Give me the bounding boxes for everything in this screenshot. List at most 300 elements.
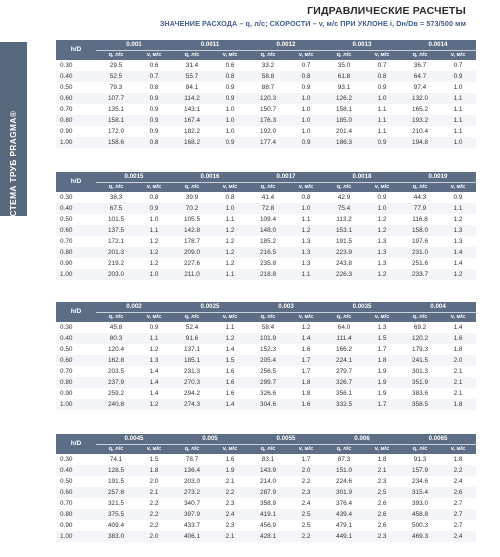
velocity-v-cell: 1.1 [136,333,172,344]
hd-value-cell: 0.70 [60,238,73,245]
velocity-v-cell: 2.0 [288,465,324,476]
table-row [56,366,476,377]
velocity-v-cell: 1.0 [288,203,324,214]
hydraulic-table-block [56,172,476,280]
velocity-v-cell: 1.0 [212,203,248,214]
velocity-v-cell: 0.7 [136,71,172,82]
flow-q-cell: 38.3 [109,194,123,201]
slope-header: 0.0012 [248,40,324,51]
hydraulic-table-block [56,434,476,542]
flow-q-cell: 80.3 [96,333,136,344]
hd-value-cell: 0.30 [60,194,73,201]
flow-q-cell: 358.5 [400,399,440,410]
hd-value-cell: 0.30 [60,456,73,463]
velocity-v-cell: 2.2 [440,465,476,476]
flow-q-cell: 97.4 [413,84,427,91]
flow-q-cell: 172.0 [108,128,124,135]
slope-header: 0.0014 [400,40,476,51]
flow-q-cell: 326.6 [260,390,277,397]
flow-q-cell: 132.0 [400,93,440,104]
flow-q-cell: 177.4 [248,137,288,148]
hd-value-cell: 0.40 [56,71,96,82]
column-header-q: q, л/с [172,445,212,455]
flow-velocity-table [56,434,476,542]
flow-q-cell: 91.3 [413,456,427,463]
flow-q-cell: 185.2 [260,238,276,245]
table-row [56,93,476,104]
velocity-v-cell: 2.0 [440,355,476,366]
velocity-v-cell: 1.4 [136,377,172,388]
column-header-v: v, м/с [364,313,400,323]
velocity-v-cell: 1.5 [364,333,400,344]
flow-q-cell: 433.7 [184,522,200,529]
hd-value-cell: 0.60 [56,355,96,366]
velocity-v-cell: 0.9 [136,115,172,126]
column-header-v: v, м/с [440,445,476,455]
slope-header: 0.0045 [96,434,172,445]
slope-header: 0.0013 [324,40,400,51]
flow-q-cell: 36.7 [413,62,427,69]
velocity-v-cell: 1.2 [377,216,387,223]
flow-q-cell: 55.7 [172,71,212,82]
velocity-v-cell: 0.8 [136,137,172,148]
flow-q-cell: 456.9 [260,522,277,529]
flow-q-cell: 439.4 [324,509,364,520]
flow-q-cell: 120.3 [248,93,288,104]
flow-q-cell: 101.5 [108,216,124,223]
flow-q-cell: 77.9 [400,203,440,214]
flow-q-cell: 356.1 [336,390,353,397]
flow-q-cell: 178.7 [184,238,200,245]
table-row [56,333,476,344]
flow-q-cell: 158.1 [96,115,136,126]
flow-q-cell: 153.1 [324,225,364,236]
slope-header: 0.0025 [172,302,248,313]
column-header-q: q, л/с [324,51,364,61]
flow-q-cell: 235.8 [260,260,276,267]
velocity-v-cell: 1.9 [364,377,400,388]
flow-velocity-table [56,302,476,410]
velocity-v-cell: 0.9 [364,137,400,148]
flow-q-cell: 185.1 [172,355,212,366]
velocity-v-cell: 1.0 [136,269,172,280]
velocity-v-cell: 2.2 [149,522,159,529]
flow-q-cell: 69.2 [413,324,427,331]
table-row [56,377,476,388]
column-header-q: q, л/с [248,445,288,455]
flow-q-cell: 234.6 [412,478,429,485]
velocity-v-cell: 0.8 [288,71,324,82]
column-header-hd: h/D [56,40,96,60]
flow-q-cell: 358.9 [260,500,277,507]
velocity-v-cell: 0.9 [212,93,248,104]
velocity-v-cell: 1.9 [377,368,387,375]
flow-q-cell: 142.8 [172,225,212,236]
flow-q-cell: 105.5 [184,216,200,223]
flow-q-cell: 143.9 [248,465,288,476]
flow-q-cell: 192.0 [260,128,277,135]
velocity-v-cell: 1.9 [212,465,248,476]
column-header-v: v, м/с [136,445,172,455]
flow-q-cell: 179.3 [412,346,429,353]
velocity-v-cell: 1.0 [364,203,400,214]
velocity-v-cell: 1.2 [212,225,248,236]
column-header-q: q, л/с [248,51,288,61]
table-row [56,258,476,269]
column-header-q: q, л/с [400,313,440,323]
velocity-v-cell: 0.9 [212,137,248,148]
flow-q-cell: 58.4 [261,324,275,331]
table-row [56,487,476,498]
table-row [56,60,476,71]
flow-q-cell: 137.1 [184,346,201,353]
column-header-v: v, м/с [288,51,324,61]
velocity-v-cell: 2.7 [453,522,463,529]
velocity-v-cell: 1.3 [440,225,476,236]
hd-value-cell: 0.50 [60,478,73,485]
velocity-v-cell: 1.3 [453,238,463,245]
velocity-v-cell: 1.6 [288,399,324,410]
hd-value-cell: 0.30 [60,324,73,331]
flow-q-cell: 136.4 [172,465,212,476]
velocity-v-cell: 1.0 [288,115,324,126]
hd-value-cell: 0.80 [56,247,96,258]
velocity-v-cell: 1.6 [225,368,235,375]
page-subtitle: ЗНАЧЕНИЕ РАСХОДА – q, л/с; СКОРОСТИ – v, м/с ПРИ УКЛОНЕ i, Dн/Dв = 573/500 мм [159,19,466,28]
velocity-v-cell: 0.9 [301,84,311,91]
table-row [56,520,476,531]
velocity-v-cell: 2.2 [301,478,311,485]
flow-q-cell: 45.8 [109,324,123,331]
velocity-v-cell: 1.1 [377,128,387,135]
velocity-v-cell: 1.2 [301,324,311,331]
flow-q-cell: 201.4 [336,128,353,135]
flow-q-cell: 111.4 [324,333,364,344]
velocity-v-cell: 2.6 [377,522,387,529]
velocity-v-cell: 1.1 [301,216,311,223]
flow-velocity-table [56,172,476,280]
flow-q-cell: 279.7 [336,368,353,375]
velocity-v-cell: 1.0 [288,93,324,104]
velocity-v-cell: 1.2 [288,225,324,236]
velocity-v-cell: 2.1 [225,478,235,485]
flow-q-cell: 150.7 [260,106,277,113]
velocity-v-cell: 2.1 [440,377,476,388]
flow-q-cell: 409.4 [108,522,124,529]
velocity-v-cell: 1.3 [288,247,324,258]
table-row [56,225,476,236]
slope-header: 0.005 [172,434,248,445]
table-row [56,115,476,126]
column-header-q: q, л/с [324,183,364,193]
slope-header: 0.0019 [400,172,476,183]
table-row [56,399,476,410]
column-header-v: v, м/с [136,313,172,323]
velocity-v-cell: 1.6 [440,333,476,344]
slope-header: 0.0065 [400,434,476,445]
hd-value-cell: 0.50 [60,346,73,353]
velocity-v-cell: 1.2 [453,216,463,223]
velocity-v-cell: 2.2 [149,500,159,507]
flow-q-cell: 75.4 [324,203,364,214]
flow-q-cell: 143.1 [184,106,201,113]
flow-q-cell: 186.3 [324,137,364,148]
flow-q-cell: 39.9 [185,194,199,201]
flow-q-cell: 406.1 [172,531,212,542]
hd-value-cell: 1.00 [56,531,96,542]
flow-q-cell: 214.0 [260,478,277,485]
hd-value-cell: 0.50 [60,84,73,91]
slope-header: 0.0055 [248,434,324,445]
flow-q-cell: 233.7 [400,269,440,280]
velocity-v-cell: 0.9 [377,194,387,201]
hd-value-cell: 0.90 [60,128,73,135]
velocity-v-cell: 1.4 [453,260,463,267]
flow-q-cell: 116.8 [412,216,428,223]
flow-q-cell: 257.8 [96,487,136,498]
flow-velocity-table [56,40,476,148]
flow-q-cell: 351.9 [400,377,440,388]
velocity-v-cell: 1.7 [301,456,311,463]
flow-q-cell: 58.8 [248,71,288,82]
flow-q-cell: 270.3 [172,377,212,388]
column-header-q: q, л/с [324,445,364,455]
flow-q-cell: 166.2 [336,346,353,353]
flow-q-cell: 42.9 [337,194,351,201]
velocity-v-cell: 1.4 [149,390,159,397]
hd-value-cell: 0.40 [56,333,96,344]
velocity-v-cell: 2.5 [288,509,324,520]
flow-q-cell: 243.8 [336,260,352,267]
column-header-hd: h/D [56,172,96,192]
flow-q-cell: 79.3 [109,84,123,91]
flow-q-cell: 194.8 [400,137,440,148]
velocity-v-cell: 2.6 [364,509,400,520]
flow-q-cell: 469.3 [400,531,440,542]
flow-q-cell: 224.6 [336,478,353,485]
velocity-v-cell: 2.2 [136,509,172,520]
velocity-v-cell: 0.6 [225,62,235,69]
flow-q-cell: 87.3 [337,456,351,463]
velocity-v-cell: 1.1 [440,93,476,104]
column-header-v: v, м/с [212,313,248,323]
flow-q-cell: 31.4 [185,62,199,69]
velocity-v-cell: 2.3 [377,478,387,485]
velocity-v-cell: 1.1 [225,324,235,331]
hd-value-cell: 0.90 [60,260,73,267]
velocity-v-cell: 1.2 [225,238,235,245]
flow-q-cell: 383.0 [96,531,136,542]
flow-q-cell: 326.7 [324,377,364,388]
flow-q-cell: 113.2 [336,216,352,223]
velocity-v-cell: 1.1 [364,115,400,126]
flow-q-cell: 393.0 [412,500,429,507]
flow-q-cell: 500.3 [412,522,429,529]
velocity-v-cell: 1.6 [225,390,235,397]
table-row [56,355,476,366]
velocity-v-cell: 2.3 [364,531,400,542]
velocity-v-cell: 1.4 [453,324,463,331]
flow-q-cell: 44.3 [413,194,427,201]
flow-q-cell: 274.3 [172,399,212,410]
slope-header: 0.0035 [324,302,400,313]
hd-value-cell: 0.60 [56,93,96,104]
table-row [56,192,476,203]
table-row [56,82,476,93]
velocity-v-cell: 2.1 [136,487,172,498]
hydraulic-table-block [56,302,476,410]
flow-q-cell: 107.7 [96,93,136,104]
flow-q-cell: 375.5 [96,509,136,520]
flow-q-cell: 383.6 [412,390,429,397]
flow-q-cell: 120.2 [400,333,440,344]
flow-q-cell: 332.5 [324,399,364,410]
table-row [56,236,476,247]
velocity-v-cell: 1.3 [377,260,387,267]
table-row [56,247,476,258]
velocity-v-cell: 1.2 [149,238,159,245]
flow-q-cell: 158.0 [400,225,440,236]
flow-q-cell: 479.1 [336,522,353,529]
velocity-v-cell: 2.1 [453,368,463,375]
velocity-v-cell: 1.0 [301,106,311,113]
flow-q-cell: 211.0 [172,269,212,280]
flow-q-cell: 158.6 [96,137,136,148]
column-header-q: q, л/с [96,313,136,323]
flow-q-cell: 301.3 [412,368,429,375]
velocity-v-cell: 2.4 [453,478,463,485]
velocity-v-cell: 1.0 [212,115,248,126]
flow-q-cell: 315.4 [400,487,440,498]
flow-q-cell: 64.0 [337,324,351,331]
slope-header: 0.0017 [248,172,324,183]
hd-value-cell: 0.60 [56,487,96,498]
velocity-v-cell: 1.1 [212,269,248,280]
velocity-v-cell: 1.8 [377,456,387,463]
velocity-v-cell: 1.2 [225,260,235,267]
velocity-v-cell: 1.7 [301,368,311,375]
hd-value-cell: 0.80 [56,509,96,520]
flow-q-cell: 64.7 [400,71,440,82]
velocity-v-cell: 1.4 [212,399,248,410]
column-header-q: q, л/с [248,313,288,323]
velocity-v-cell: 1.2 [212,247,248,258]
velocity-v-cell: 1.6 [301,346,311,353]
velocity-v-cell: 1.4 [288,333,324,344]
slope-header: 0.004 [400,302,476,313]
column-header-v: v, м/с [212,51,248,61]
velocity-v-cell: 2.7 [440,509,476,520]
column-header-q: q, л/с [400,183,440,193]
flow-q-cell: 191.5 [108,478,124,485]
velocity-v-cell: 1.8 [136,465,172,476]
flow-q-cell: 88.7 [261,84,275,91]
velocity-v-cell: 1.8 [364,355,400,366]
flow-q-cell: 223.9 [324,247,364,258]
flow-q-cell: 304.6 [248,399,288,410]
table-row [56,203,476,214]
hd-value-cell: 0.40 [56,465,96,476]
velocity-v-cell: 1.1 [288,269,324,280]
velocity-v-cell: 1.7 [288,355,324,366]
flow-q-cell: 203.0 [96,269,136,280]
flow-q-cell: 428.1 [248,531,288,542]
velocity-v-cell: 2.4 [212,509,248,520]
table-row [56,498,476,509]
velocity-v-cell: 1.2 [440,269,476,280]
flow-q-cell: 224.1 [324,355,364,366]
flow-q-cell: 120.4 [108,346,124,353]
hd-value-cell: 0.50 [60,216,73,223]
column-header-q: q, л/с [172,313,212,323]
flow-q-cell: 216.5 [248,247,288,258]
flow-q-cell: 294.2 [184,390,201,397]
flow-q-cell: 218.8 [248,269,288,280]
hd-value-cell: 0.70 [60,106,73,113]
column-header-v: v, м/с [288,313,324,323]
velocity-v-cell: 0.7 [377,62,387,69]
velocity-v-cell: 2.4 [440,531,476,542]
velocity-v-cell: 0.9 [149,324,159,331]
table-row [56,344,476,355]
velocity-v-cell: 0.7 [453,62,463,69]
flow-q-cell: 84.1 [185,84,199,91]
column-header-q: q, л/с [248,183,288,193]
velocity-v-cell: 1.1 [453,128,463,135]
hd-value-cell: 0.70 [60,500,73,507]
flow-q-cell: 137.5 [96,225,136,236]
velocity-v-cell: 1.8 [453,346,463,353]
column-header-hd: h/D [56,434,96,454]
flow-q-cell: 41.4 [261,194,275,201]
velocity-v-cell: 1.8 [440,399,476,410]
velocity-v-cell: 2.3 [225,500,235,507]
table-row [56,214,476,225]
velocity-v-cell: 2.1 [364,465,400,476]
flow-q-cell: 93.1 [337,84,351,91]
column-header-v: v, м/с [136,51,172,61]
flow-q-cell: 191.5 [336,238,352,245]
flow-q-cell: 176.3 [248,115,288,126]
velocity-v-cell: 1.8 [288,377,324,388]
hd-value-cell: 0.80 [56,115,96,126]
velocity-v-cell: 0.9 [288,137,324,148]
flow-q-cell: 152.3 [260,346,277,353]
velocity-v-cell: 2.5 [364,487,400,498]
flow-q-cell: 231.0 [400,247,440,258]
hd-value-cell: 0.80 [56,377,96,388]
velocity-v-cell: 1.9 [377,390,387,397]
column-header-v: v, м/с [288,445,324,455]
flow-q-cell: 340.7 [184,500,200,507]
flow-q-cell: 162.8 [96,355,136,366]
table-row [56,531,476,542]
table-row [56,126,476,137]
table-row [56,509,476,520]
velocity-v-cell: 0.9 [149,106,159,113]
velocity-v-cell: 0.8 [149,194,159,201]
velocity-v-cell: 2.2 [212,487,248,498]
flow-q-cell: 237.9 [96,377,136,388]
flow-q-cell: 135.1 [108,106,124,113]
flow-q-cell: 185.0 [324,115,364,126]
velocity-v-cell: 2.6 [440,487,476,498]
velocity-v-cell: 2.4 [301,500,311,507]
velocity-v-cell: 1.3 [364,247,400,258]
velocity-v-cell: 0.9 [149,128,159,135]
velocity-v-cell: 1.0 [225,128,235,135]
flow-q-cell: 458.8 [400,509,440,520]
